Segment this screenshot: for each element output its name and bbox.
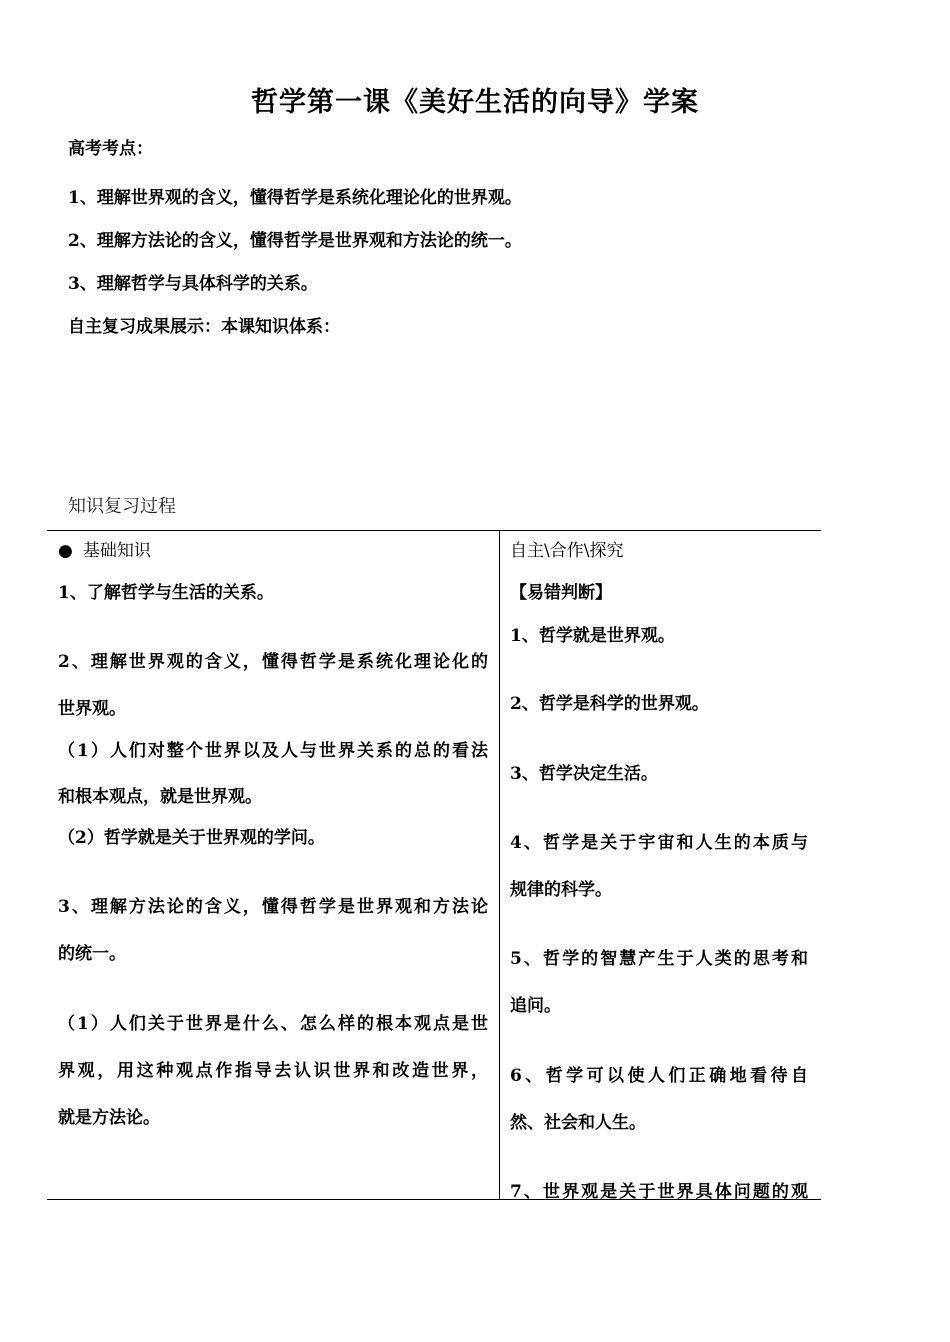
knowledge-item-3-1-line-1: （1）人们关于世界是什么、怎么样的根本观点是世	[58, 1014, 488, 1034]
judgment-item-2: 2、哲学是科学的世界观。	[510, 694, 709, 714]
basic-knowledge-label: 基础知识	[82, 541, 151, 561]
judgment-item-1: 1、哲学就是世界观。	[510, 626, 675, 646]
knowledge-item-2-2: （2）哲学就是关于世界观的学问。	[58, 828, 325, 848]
judgment-item-3: 3、哲学决定生活。	[510, 764, 658, 784]
knowledge-item-3-line-1: 3、理解方法论的含义，懂得哲学是世界观和方法论	[58, 897, 488, 917]
knowledge-item-3-1-line-2: 界观，用这种观点作指导去认识世界和改造世界，	[58, 1061, 488, 1081]
judgment-item-4-line-1: 4、哲学是关于宇宙和人生的本质与	[510, 833, 808, 853]
knowledge-item-2-line-2: 世界观。	[58, 699, 126, 719]
judgment-item-6-line-2: 然、社会和人生。	[510, 1113, 646, 1133]
basic-knowledge-header	[58, 536, 151, 561]
judgment-item-7-line-1: 7、世界观是关于世界具体问题的观	[510, 1182, 808, 1202]
judgment-item-5-line-2: 追问。	[510, 996, 561, 1016]
bullet-icon: ●	[58, 541, 73, 561]
knowledge-item-2-line-1: 2、理解世界观的含义，懂得哲学是系统化理论化的	[58, 652, 488, 672]
knowledge-item-2-1-line-2: 和根本观点，就是世界观。	[58, 787, 262, 807]
judgment-item-4-line-2: 规律的科学。	[510, 880, 612, 900]
section-label: 知识复习过程	[68, 496, 176, 517]
inquiry-header: 自主\合作\探究	[510, 541, 624, 561]
knowledge-item-2-1-line-1: （1）人们对整个世界以及人与世界关系的总的看法	[58, 741, 488, 761]
self-review-heading: 自主复习成果展示：本课知识体系：	[68, 317, 340, 337]
exam-points-label: 高考考点：	[68, 139, 153, 159]
basic-knowledge-column	[58, 531, 498, 1199]
knowledge-item-1: 1、了解哲学与生活的关系。	[58, 583, 274, 603]
table-column-divider	[499, 530, 500, 1200]
page-title: 哲学第一课《美好生活的向导》学案	[251, 87, 699, 118]
exam-point-2: 2、理解方法论的含义，懂得哲学是世界观和方法论的统一。	[68, 231, 522, 251]
inquiry-column	[510, 531, 815, 1202]
judgment-item-6-line-1: 6、哲学可以使人们正确地看待自	[510, 1066, 808, 1086]
exam-point-1: 1、理解世界观的含义，懂得哲学是系统化理论化的世界观。	[68, 188, 522, 208]
error-judgment-heading: 【易错判断】	[510, 583, 612, 603]
knowledge-item-3-1-line-3: 就是方法论。	[58, 1108, 160, 1128]
exam-point-3: 3、理解哲学与具体科学的关系。	[68, 274, 318, 294]
knowledge-item-3-line-2: 的统一。	[58, 944, 126, 964]
judgment-item-5-line-1: 5、哲学的智慧产生于人类的思考和	[510, 949, 808, 969]
